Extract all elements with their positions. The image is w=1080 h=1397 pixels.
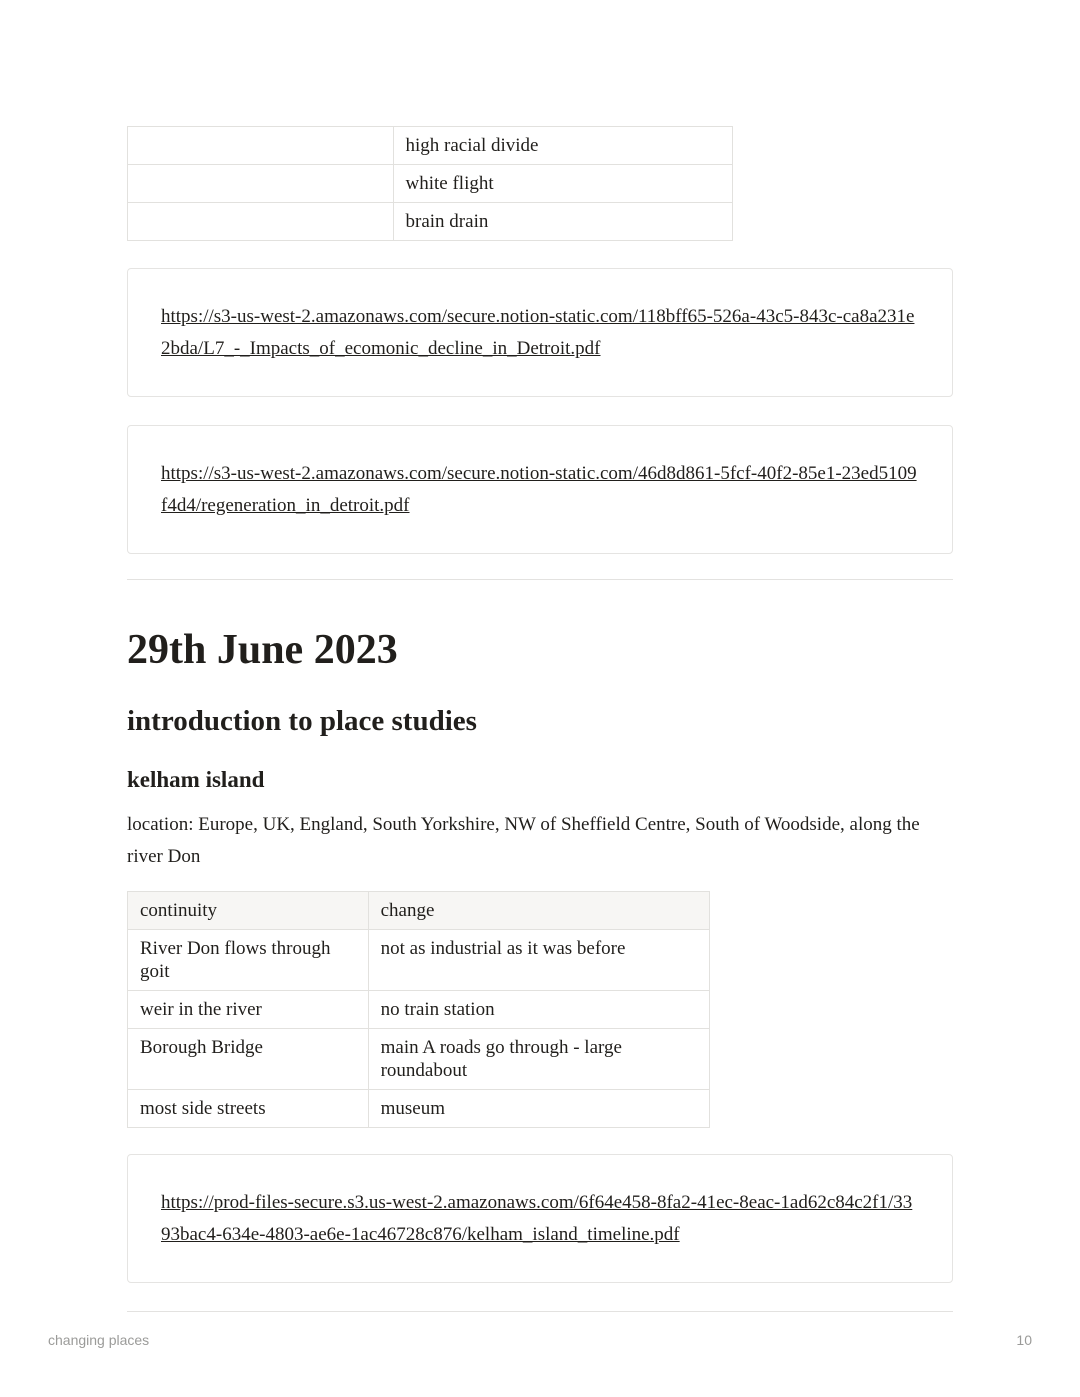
continuity-change-table [127,891,710,1128]
date-heading: 29th June 2023 [127,627,398,673]
column-header-change: change [368,892,709,930]
location-paragraph: location: Europe, UK, England, South Yorkshire, NW of Sheffield Centre, South of Woodside, along the river Don [127,814,920,867]
table-cell: brain drain [393,203,732,241]
pdf-attachment-card [127,268,953,397]
table-cell: white flight [393,165,732,203]
table-cell: high racial divide [393,127,732,165]
table-cell: not as industrial as it was before [368,930,709,991]
table-header-row [128,892,710,930]
table-cell: River Don flows through goit [128,930,369,991]
detroit-effects-table [127,126,733,241]
footer-page-number: 10 [1016,1332,1032,1348]
table-row [128,1090,710,1128]
footer-doc-title: changing places [48,1332,150,1348]
table-row [128,203,733,241]
table-row [128,1029,710,1090]
table-row [128,165,733,203]
section-heading: introduction to place studies [127,705,477,737]
table-cell-empty [128,165,394,203]
section-divider [127,579,953,580]
pdf-attachment-card [127,425,953,554]
table-row [128,991,710,1029]
table-cell-empty [128,127,394,165]
pdf-link-detroit-decline[interactable]: https://s3-us-west-2.amazonaws.com/secure.notion-static.com/118bff65-526a-43c5-843c-ca8a231e2bda/L7_-_Impacts_of_ecomonic_decline_in_Detroit.pdf [161,305,915,359]
table-cell: weir in the river [128,991,369,1029]
table-cell: Borough Bridge [128,1029,369,1090]
pdf-link-regeneration-detroit[interactable]: https://s3-us-west-2.amazonaws.com/secure.notion-static.com/46d8d861-5fcf-40f2-85e1-23ed5109f4d4/regeneration_in_detroit.pdf [161,462,917,516]
table-row [128,127,733,165]
table-cell-empty [128,203,394,241]
column-header-continuity: continuity [128,892,369,930]
table-cell: museum [368,1090,709,1128]
table-cell: most side streets [128,1090,369,1128]
section-divider [127,1311,953,1312]
page-content [127,0,953,1312]
table-cell: main A roads go through - large roundabout [368,1029,709,1090]
page-footer [48,1332,1032,1348]
table-cell: no train station [368,991,709,1029]
pdf-attachment-card [127,1154,953,1283]
table-row [128,930,710,991]
subsection-heading: kelham island [127,767,265,792]
pdf-link-kelham-timeline[interactable]: https://prod-files-secure.s3.us-west-2.amazonaws.com/6f64e458-8fa2-41ec-8eac-1ad62c84c2f1/3393bac4-634e-4803-ae6e-1ac46728c876/kelham_island_timeline.pdf [161,1191,913,1245]
